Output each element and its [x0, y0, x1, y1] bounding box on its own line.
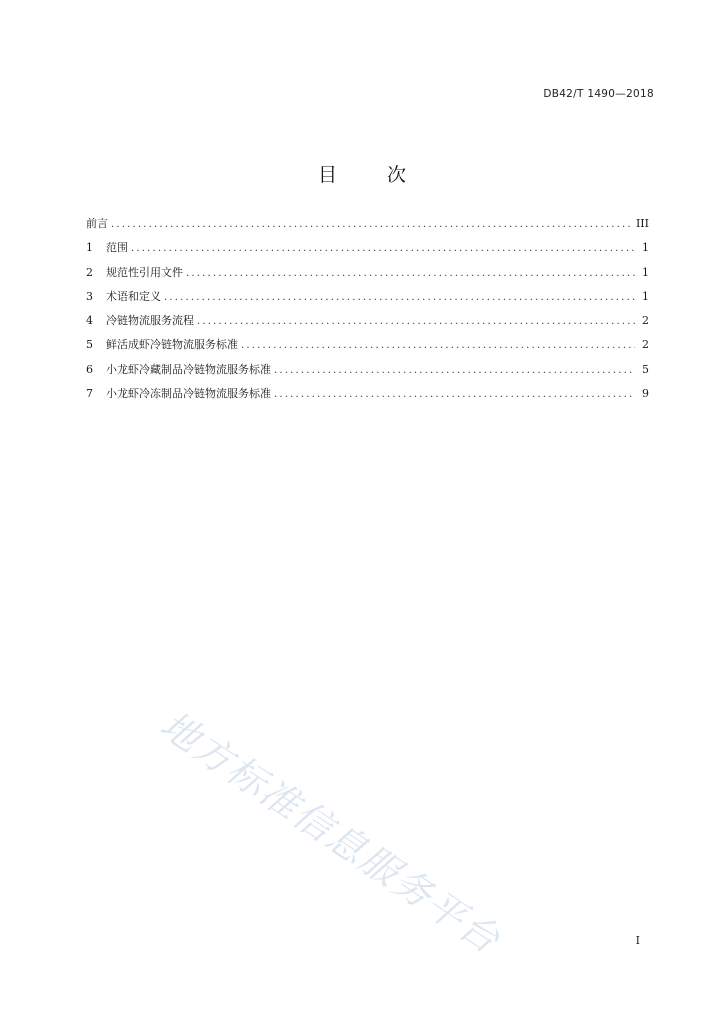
toc-entry-label: 冷链物流服务流程 [106, 314, 194, 328]
toc-entry-number: 1 [86, 241, 93, 255]
toc-entry-label: 小龙虾冷藏制品冷链物流服务标准 [106, 362, 271, 376]
toc-entry-normative-references[interactable] [86, 265, 649, 289]
table-of-contents [86, 216, 649, 410]
toc-entry-number: 6 [86, 362, 93, 376]
toc-title: 目 次 [317, 164, 429, 186]
toc-entry-terms-definitions[interactable] [86, 289, 649, 313]
toc-entry-label: 前言 [86, 217, 108, 230]
toc-entry-service-process[interactable] [86, 313, 649, 337]
toc-dot-leader [241, 338, 635, 354]
toc-entry-number: 7 [86, 387, 93, 401]
toc-entry-page: III [635, 217, 649, 230]
document-code: DB42/T 1490—2018 [543, 88, 654, 100]
toc-entry-page: 9 [642, 387, 649, 401]
page-number: I [635, 934, 640, 947]
toc-dot-leader [274, 387, 635, 403]
toc-entry-label: 范围 [106, 241, 128, 255]
toc-entry-label: 术语和定义 [106, 289, 161, 303]
toc-entry-page: 1 [642, 265, 649, 279]
toc-entry-page: 1 [642, 241, 649, 255]
toc-entry-label: 小龙虾冷冻制品冷链物流服务标准 [106, 387, 271, 401]
toc-entry-number: 3 [86, 289, 93, 303]
toc-entry-number: 2 [86, 265, 93, 279]
toc-entry-number: 4 [86, 314, 93, 328]
toc-dot-leader [197, 314, 635, 330]
toc-entry-number: 5 [86, 338, 93, 352]
toc-entry-live-shrimp-standard[interactable] [86, 337, 649, 361]
toc-entry-scope[interactable] [86, 240, 649, 264]
toc-dot-leader [111, 217, 632, 233]
toc-dot-leader [274, 363, 635, 379]
toc-entry-label: 规范性引用文件 [106, 265, 183, 279]
toc-entry-chilled-product-standard[interactable] [86, 362, 649, 386]
toc-entry-frozen-product-standard[interactable] [86, 386, 649, 410]
toc-entry-page: 2 [642, 314, 649, 328]
toc-entry-page: 2 [642, 338, 649, 352]
toc-entry-foreword[interactable] [86, 216, 649, 240]
toc-entry-page: 5 [642, 362, 649, 376]
watermark: 地方标准信息服务平台 [152, 702, 509, 963]
toc-dot-leader [186, 266, 635, 282]
toc-dot-leader [164, 290, 635, 306]
toc-entry-page: 1 [642, 289, 649, 303]
toc-entry-label: 鲜活成虾冷链物流服务标准 [106, 338, 238, 352]
toc-dot-leader [131, 241, 635, 257]
